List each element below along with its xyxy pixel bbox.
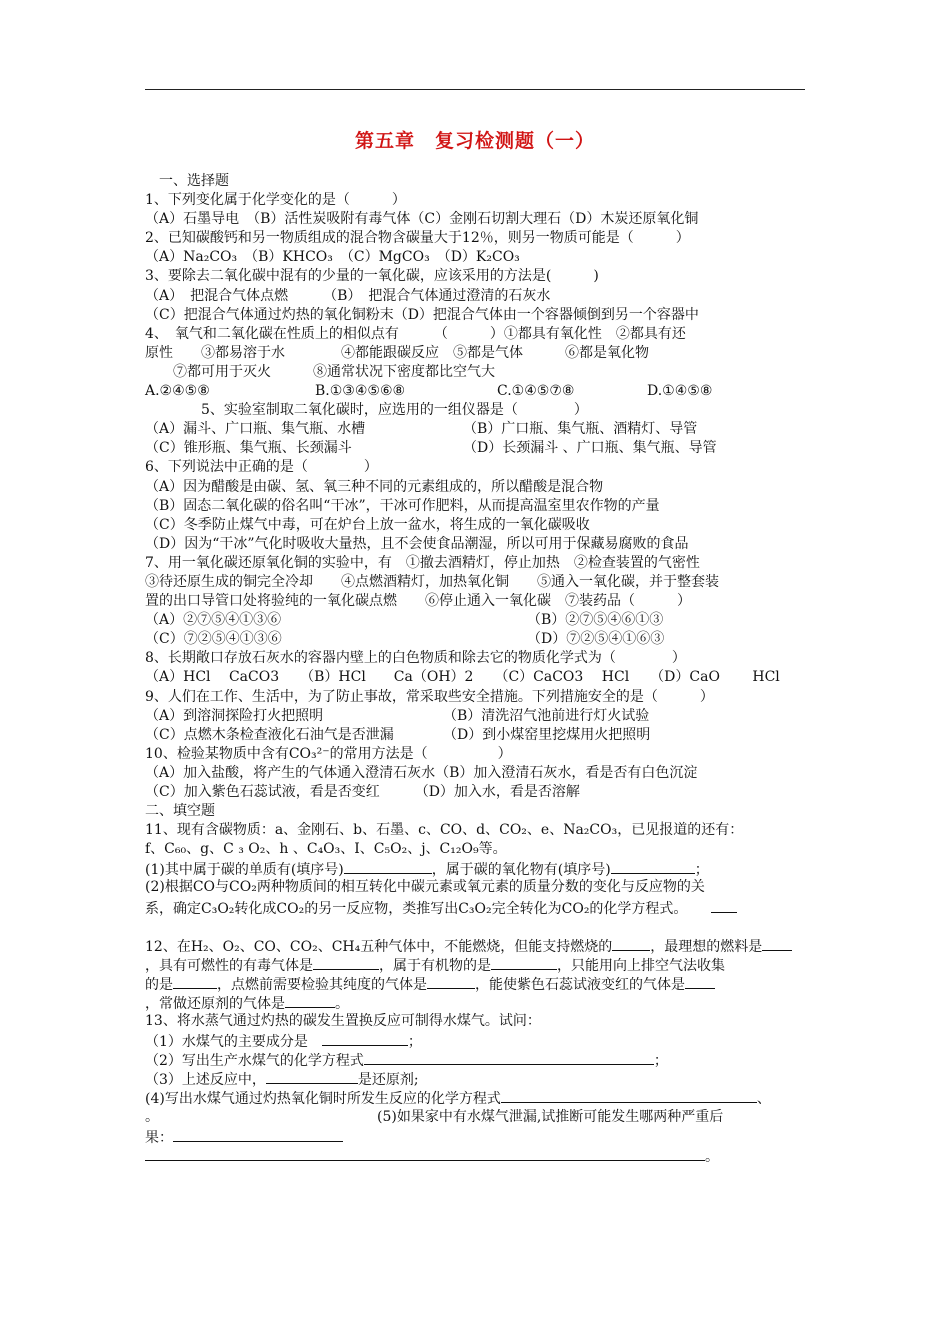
- question-11: 11、现有含碳物质：a、金刚石、b、石墨、c、CO、d、CO₂、e、Na₂CO₃，已见报道的还有：: [145, 822, 744, 839]
- answer-blank[interactable]: [491, 955, 557, 970]
- answer-blank[interactable]: [762, 936, 792, 951]
- answer-blank[interactable]: [173, 1127, 343, 1142]
- option: （B）②⑦⑤④⑥①③: [527, 612, 664, 629]
- option: （B）广口瓶、集气瓶、酒精灯、导管: [463, 421, 698, 438]
- question-2: 2、已知碳酸钙和另一物质组成的混合物含碳量大于12％，则另一物质可能是（ ）: [145, 230, 690, 247]
- question-1: 1、下列变化属于化学变化的是（ ）: [145, 192, 406, 209]
- option: （B）清洗沼气池前进行灯火试验: [443, 707, 650, 724]
- question-10-options-cd: （C）加入紫色石蕊试液，看是否变红 （D）加入水，看是否溶解: [145, 784, 580, 800]
- question-9: 9、人们在工作、生活中，为了防止事故，常采取些安全措施。下列措施安全的是（ ）: [145, 688, 714, 705]
- answer-blank[interactable]: [285, 993, 335, 1008]
- option: A.②④⑤⑧: [145, 383, 210, 400]
- answer-blank[interactable]: [145, 1146, 705, 1161]
- answer-blank[interactable]: [364, 1050, 654, 1065]
- section-heading-choice: 一、选择题: [145, 173, 229, 189]
- answer-blank[interactable]: [173, 974, 217, 989]
- page-title: 第五章 复习检测题（一）: [354, 130, 595, 152]
- question-10-options-ab: （A）加入盐酸，将产生的气体通入澄清石灰水（B）加入澄清石灰水，看是否有白色沉淀: [145, 764, 698, 781]
- option: D.①④⑤⑧: [647, 383, 713, 400]
- question-4-cont2: ⑦都可用于灭火 ⑧通常状况下密度都比空气大: [145, 363, 495, 380]
- question-1-options: （A）石墨导电 （B）活性炭吸附有毒气体（C）金刚石切割大理石（D）木炭还原氧化铜: [145, 211, 699, 228]
- option: （D）到小煤窑里挖煤用火把照明: [443, 726, 651, 743]
- question-6-option-c: （C）冬季防止煤气中毒，可在炉台上放一盆水，将生成的一氧化碳吸收: [145, 516, 590, 533]
- question-11-part-2-cont: 系，确定C₃O₂转化成CO₂的另一反应物，类推写出C₃O₂完全转化为CO₂的化学方程式。: [145, 898, 810, 917]
- spacer: [145, 917, 810, 936]
- question-13: 13、将水蒸气通过灼热的碳发生置换反应可制得水煤气。试问：: [145, 1013, 541, 1030]
- option: B.①③④⑤⑥⑧: [315, 383, 406, 400]
- section-heading-fill: 二、填空题: [145, 803, 215, 820]
- question-13-part-5-answer: 。: [145, 1146, 810, 1165]
- question-3: 3、要除去二氧化碳中混有的少量的一氧化碳，应该采用的方法是( ): [145, 268, 599, 285]
- question-4: 4、 氧气和二氧化碳在性质上的相似点有 （ ）①都具有氧化性 ②都具有还: [145, 325, 686, 342]
- question-9-options-ab: [145, 707, 810, 726]
- question-6-option-a: （A）因为醋酸是由碳、氢、氧三种不同的元素组成的，所以醋酸是混合物: [145, 478, 604, 495]
- top-rule: [145, 89, 805, 90]
- option: （C）锥形瓶、集气瓶、长颈漏斗: [145, 440, 352, 457]
- question-13-part-4: (4)写出水煤气通过灼热氧化铜时所发生反应的化学方程式 、: [145, 1088, 810, 1107]
- question-3-options-cd: （C）把混合气体通过灼热的氧化铜粉末（D）把混合气体由一个容器倾倒到另一个容器中: [145, 306, 699, 323]
- question-7-options-ab: [145, 611, 810, 630]
- question-6-option-d: （D）因为“干冰”气化时吸收大量热，且不会使食品潮湿，所以可用于保藏易腐败的食品: [145, 535, 689, 552]
- question-13-part-3: （3）上述反应中， 是还原剂;: [145, 1069, 810, 1088]
- option: （D）长颈漏斗 、广口瓶、集气瓶、导管: [463, 440, 717, 457]
- answer-blank[interactable]: [611, 859, 695, 874]
- question-10: 10、检验某物质中含有CO₃²⁻的常用方法是（ ）: [145, 745, 512, 762]
- answer-blank[interactable]: [322, 1031, 408, 1046]
- option: （C）点燃木条检查液化石油气是否泄漏: [145, 726, 394, 743]
- answer-blank[interactable]: [266, 1069, 358, 1084]
- question-13-part-5-cont: 果：: [145, 1127, 810, 1146]
- answer-blank[interactable]: [501, 1088, 757, 1103]
- question-13-part-2: （2）写出生产水煤气的化学方程式 ；: [145, 1050, 810, 1069]
- question-11-part-1: (1)其中属于碳的单质有(填序号) ，属于碳的氧化物有(填序号) ；: [145, 859, 810, 878]
- question-7-cont: ③待还原生成的铜完全冷却 ④点燃酒精灯，加热氧化铜 ⑤通入一氧化碳，并于整套装: [145, 573, 719, 590]
- question-2-options: （A）Na₂CO₃ （B）KHCO₃ （C）MgCO₃ （D）K₂CO₃: [145, 249, 520, 266]
- question-12-cont2: 的是 ，点燃前需要检验其纯度的气体是 ，能使紫色石蕊试液变红的气体是: [145, 974, 810, 993]
- option: C.①④⑤⑦⑧: [497, 383, 575, 400]
- question-5: 5、实验室制取二氧化碳时，应选用的一组仪器是（ ）: [145, 402, 588, 419]
- answer-blank[interactable]: [313, 955, 379, 970]
- question-6: 6、下列说法中正确的是（ ）: [145, 459, 378, 476]
- question-4-cont: 原性 ③都易溶于水 ④都能跟碳反应 ⑤都是气体 ⑥都是氧化物: [145, 344, 649, 361]
- question-8: 8、长期敞口存放石灰水的容器内壁上的白色物质和除去它的物质化学式为（ ）: [145, 650, 686, 667]
- question-13-part-1: （1）水煤气的主要成分是 ；: [145, 1031, 810, 1050]
- option: （C）⑦②⑤④①③⑥: [145, 631, 282, 648]
- question-4-options: [145, 382, 810, 401]
- question-11-cont: f、C₆₀、g、C ₃ O₂、h 、C₄O₃、I、C₅O₂、j、C₁₂O₉等。: [145, 841, 507, 858]
- question-3-options-ab: （A） 把混合气体点燃 （B） 把混合气体通过澄清的石灰水: [145, 287, 551, 304]
- question-5-options-cd: [145, 439, 810, 458]
- option: （A）②⑦⑤④①③⑥: [145, 612, 282, 629]
- question-7-options-cd: [145, 630, 810, 649]
- answer-blank[interactable]: [344, 859, 432, 874]
- question-9-options-cd: [145, 726, 810, 745]
- answer-blank[interactable]: [427, 974, 475, 989]
- question-12: 12、在H₂、O₂、CO、CO₂、CH₄五种气体中，不能燃烧，但能支持燃烧的 ，最理想的燃料是: [145, 936, 810, 955]
- option: （A）漏斗、广口瓶、集气瓶、水槽: [145, 421, 366, 438]
- answer-blank[interactable]: [612, 936, 650, 951]
- answer-blank[interactable]: [685, 974, 715, 989]
- question-7: 7、用一氧化碳还原氧化铜的实验中，有 ①撤去酒精灯，停止加热 ②检查装置的气密性: [145, 554, 700, 571]
- question-6-option-b: （B）固态二氧化碳的俗名叫“干冰”，干冰可作肥料，从而提高温室里农作物的产量: [145, 497, 660, 514]
- question-12-cont: ，具有可燃性的有毒气体是 ，属于有机物的是 ，只能用向上排空气法收集: [145, 955, 810, 974]
- question-13-part-5: 。 (5)如果家中有水煤气泄漏,试推断可能发生哪两种严重后: [145, 1108, 724, 1125]
- answer-blank[interactable]: [711, 898, 737, 913]
- question-7-cont2: 置的出口导管口处将验纯的一氧化碳点燃 ⑥停止通入一氧化碳 ⑦装药品（ ）: [145, 593, 691, 610]
- document-body: [145, 172, 810, 1165]
- question-12-cont3: ，常做还原剂的气体是 。: [145, 993, 810, 1012]
- question-5-options-ab: [145, 420, 810, 439]
- question-11-part-2: (2)根据CO与CO₂两种物质间的相互转化中碳元素或氧元素的质量分数的变化与反应物的关: [145, 879, 705, 896]
- option: （A）到溶洞探险打火把照明: [145, 707, 324, 724]
- question-8-options: （A）HCl CaCO3 （B）HCl Ca（OH）2 （C）CaCO3 HCl （D）CaO HCl: [145, 669, 780, 686]
- option: （D）⑦②⑤④①⑥③: [527, 631, 665, 648]
